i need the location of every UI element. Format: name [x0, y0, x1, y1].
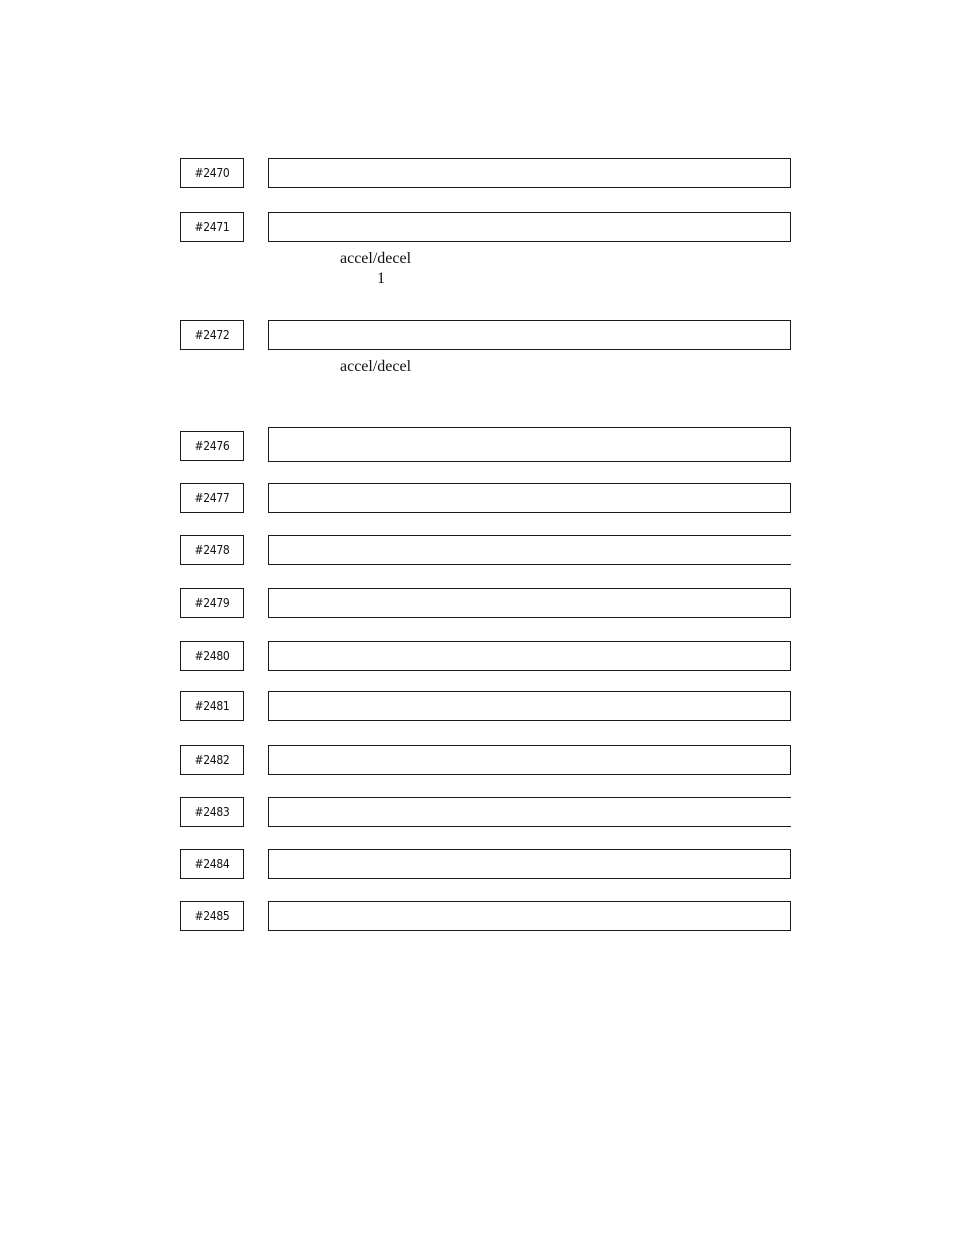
param-number-2476: #2476 [180, 431, 244, 461]
param-field-2479 [268, 588, 791, 618]
param-field-2476 [268, 427, 791, 462]
param-row-2476 [0, 431, 954, 465]
param-row-2480 [0, 641, 954, 675]
param-number-2472: #2472 [180, 320, 244, 350]
param-field-2472 [268, 320, 791, 350]
param-field-2470 [268, 158, 791, 188]
param-number-2480: #2480 [180, 641, 244, 671]
param-row-2479 [0, 588, 954, 622]
param-number-2485: #2485 [180, 901, 244, 931]
param-row-2485 [0, 901, 954, 935]
param-field-2485 [268, 901, 791, 931]
note-2472-accel-decel: accel/decel [340, 358, 412, 375]
param-field-2482 [268, 745, 791, 775]
param-number-2483: #2483 [180, 797, 244, 827]
param-row-2481 [0, 691, 954, 725]
param-field-2480 [268, 641, 791, 671]
param-field-2471 [268, 212, 791, 242]
param-number-2478: #2478 [180, 535, 244, 565]
param-number-2482: #2482 [180, 745, 244, 775]
param-number-2477: #2477 [180, 483, 244, 513]
param-row-2482 [0, 745, 954, 779]
param-number-2471: #2471 [180, 212, 244, 242]
param-row-2470 [0, 158, 954, 192]
param-row-2484 [0, 849, 954, 883]
param-row-2477 [0, 483, 954, 517]
param-row-2471 [0, 212, 954, 246]
note-2471-value: 1 [377, 270, 385, 287]
param-number-2470: #2470 [180, 158, 244, 188]
param-field-2484 [268, 849, 791, 879]
param-number-2481: #2481 [180, 691, 244, 721]
param-number-2484: #2484 [180, 849, 244, 879]
param-number-2479: #2479 [180, 588, 244, 618]
param-field-2478 [268, 535, 791, 565]
param-field-2483 [268, 797, 791, 827]
param-row-2478 [0, 535, 954, 569]
param-field-2481 [268, 691, 791, 721]
param-row-2472 [0, 320, 954, 354]
param-row-2483 [0, 797, 954, 831]
note-2471-accel-decel: accel/decel [340, 250, 412, 267]
param-field-2477 [268, 483, 791, 513]
